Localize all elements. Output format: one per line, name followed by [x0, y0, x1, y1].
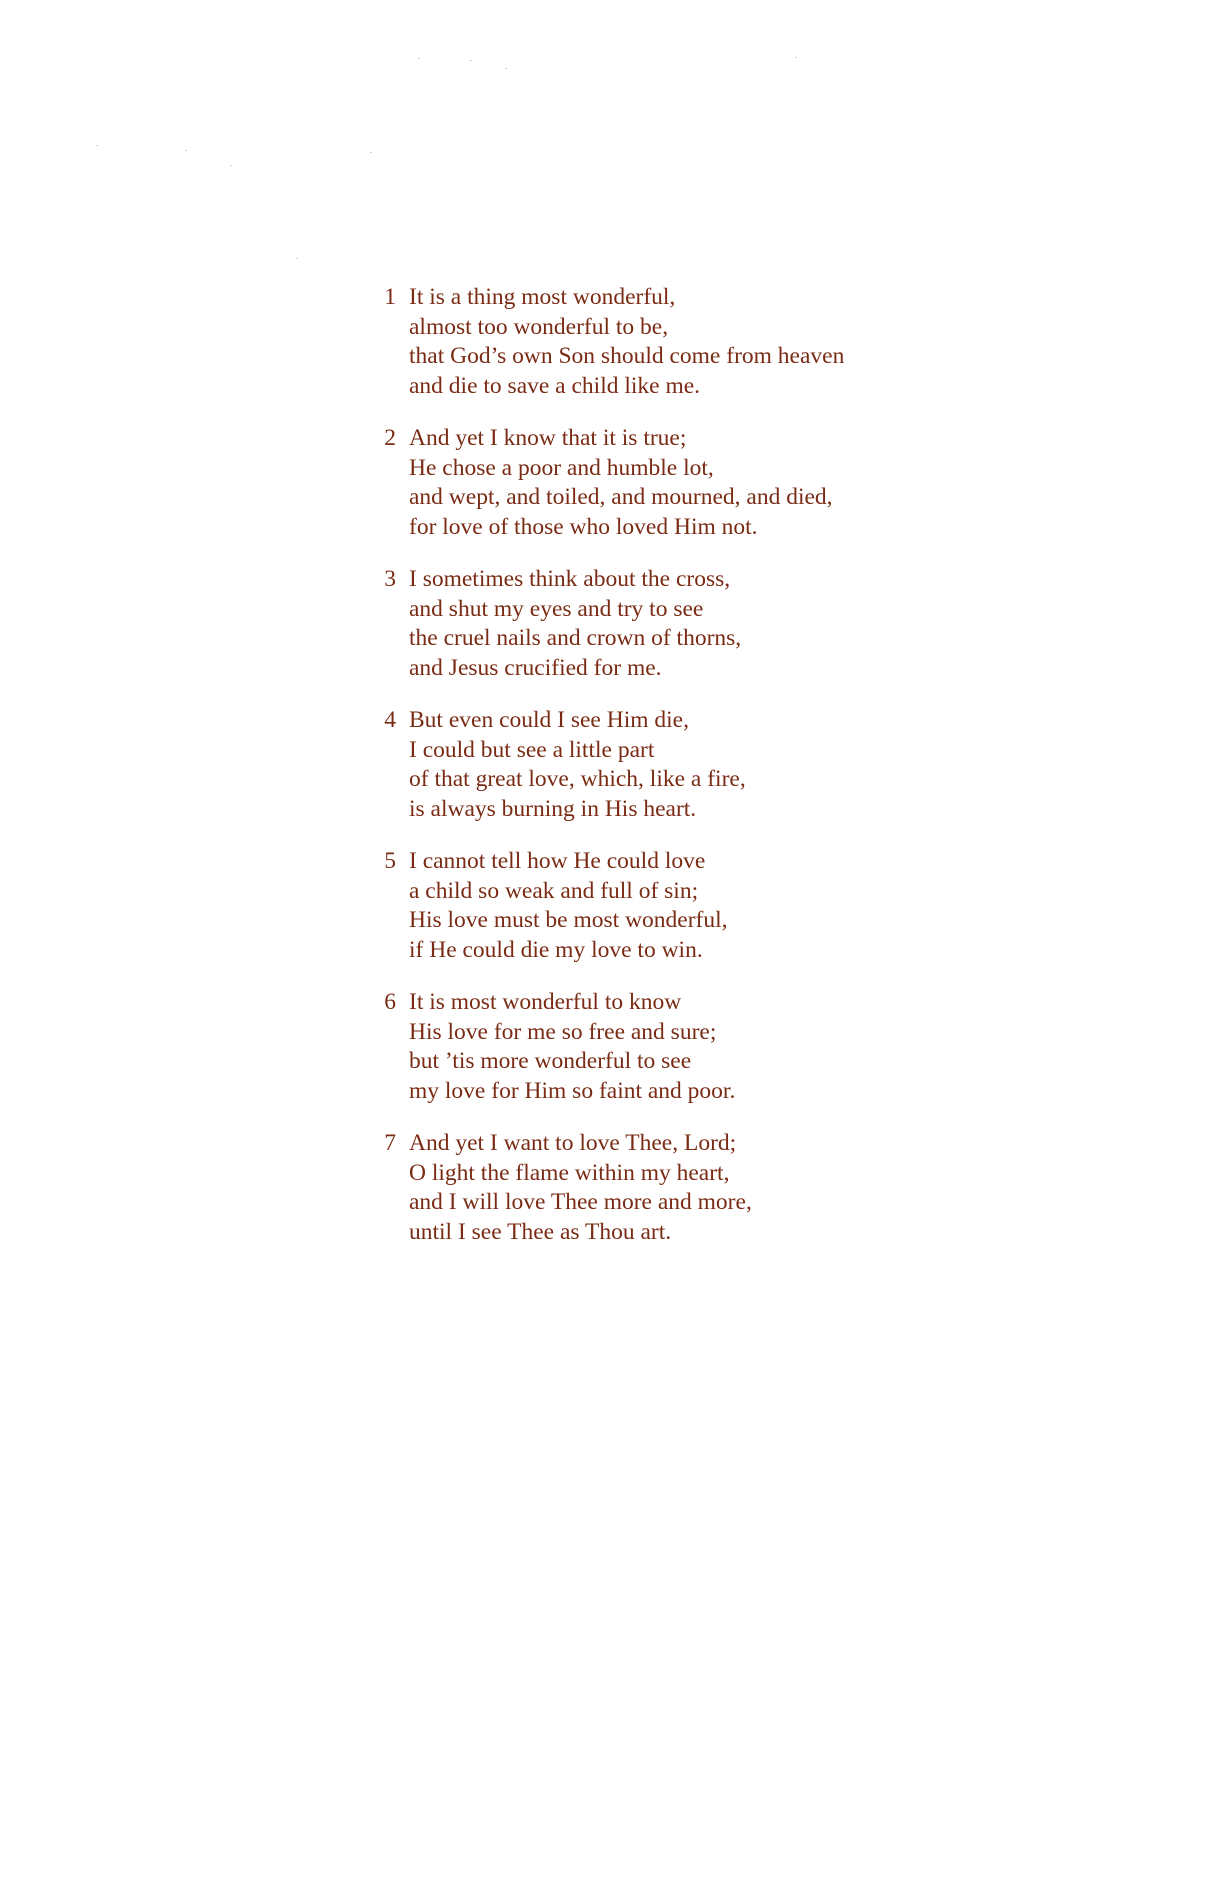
verse-line: and wept, and toiled, and mourned, and died, — [409, 484, 833, 510]
verse-line: if He could die my love to win. — [409, 936, 703, 963]
verse-line: the cruel nails and crown of thorns, — [409, 625, 742, 651]
verse-line: I sometimes think about the cross, — [409, 566, 731, 592]
scan-speck — [505, 68, 507, 69]
verse-line: He chose a poor and humble lot, — [409, 454, 714, 481]
verse — [374, 283, 974, 401]
verse-line: I cannot tell how He could love — [409, 848, 706, 874]
verse-line: But even could I see Him die, — [409, 707, 689, 733]
verse-line: His love must be most wonderful, — [409, 907, 728, 933]
verse-number: 6 — [384, 989, 396, 1015]
verse-line: a child so weak and full of sin; — [409, 877, 699, 904]
verse-line: and I will love Thee more and more, — [409, 1189, 752, 1215]
verse — [374, 565, 974, 683]
verse-line: my love for Him so faint and poor. — [409, 1077, 736, 1104]
verse-line: for love of those who loved Him not. — [409, 513, 758, 540]
scan-speck — [418, 58, 420, 59]
verse-line: until I see Thee as Thou art. — [409, 1218, 672, 1245]
scan-speck — [370, 152, 372, 153]
scan-speck — [470, 60, 472, 61]
verse-number: 7 — [384, 1130, 396, 1156]
scan-speck — [185, 150, 187, 151]
verse-line: but ’tis more wonderful to see — [409, 1048, 692, 1074]
verse-line: It is a thing most wonderful, — [409, 284, 676, 310]
verse-number: 3 — [384, 566, 396, 592]
verse — [374, 1129, 974, 1247]
verse — [374, 424, 974, 542]
verse-line: and die to save a child like me. — [409, 372, 701, 399]
verse-line: and Jesus crucified for me. — [409, 654, 662, 681]
verse-line: And yet I want to love Thee, Lord; — [409, 1130, 737, 1156]
scan-speck — [230, 165, 232, 166]
scan-speck — [795, 57, 797, 58]
verse-line: and shut my eyes and try to see — [409, 595, 704, 622]
verse-number: 5 — [384, 848, 396, 874]
verse-number: 4 — [384, 707, 396, 733]
verse-line: is always burning in His heart. — [409, 795, 697, 822]
hymn-text — [374, 283, 974, 1270]
verse — [374, 706, 974, 824]
verse-line: of that great love, which, like a fire, — [409, 766, 746, 792]
scan-speck — [296, 258, 298, 259]
verse — [374, 988, 974, 1106]
verse-line: that God’s own Son should come from heaven — [409, 343, 845, 369]
verse-line: It is most wonderful to know — [409, 989, 682, 1015]
verse-line: His love for me so free and sure; — [409, 1018, 717, 1045]
verse — [374, 847, 974, 965]
scan-speck — [96, 145, 98, 146]
verse-line: I could but see a little part — [409, 736, 655, 763]
verse-line: O light the flame within my heart, — [409, 1159, 730, 1186]
verse-number: 1 — [384, 284, 396, 310]
verse-number: 2 — [384, 425, 396, 451]
verse-line: almost too wonderful to be, — [409, 313, 669, 340]
verse-line: And yet I know that it is true; — [409, 425, 687, 451]
